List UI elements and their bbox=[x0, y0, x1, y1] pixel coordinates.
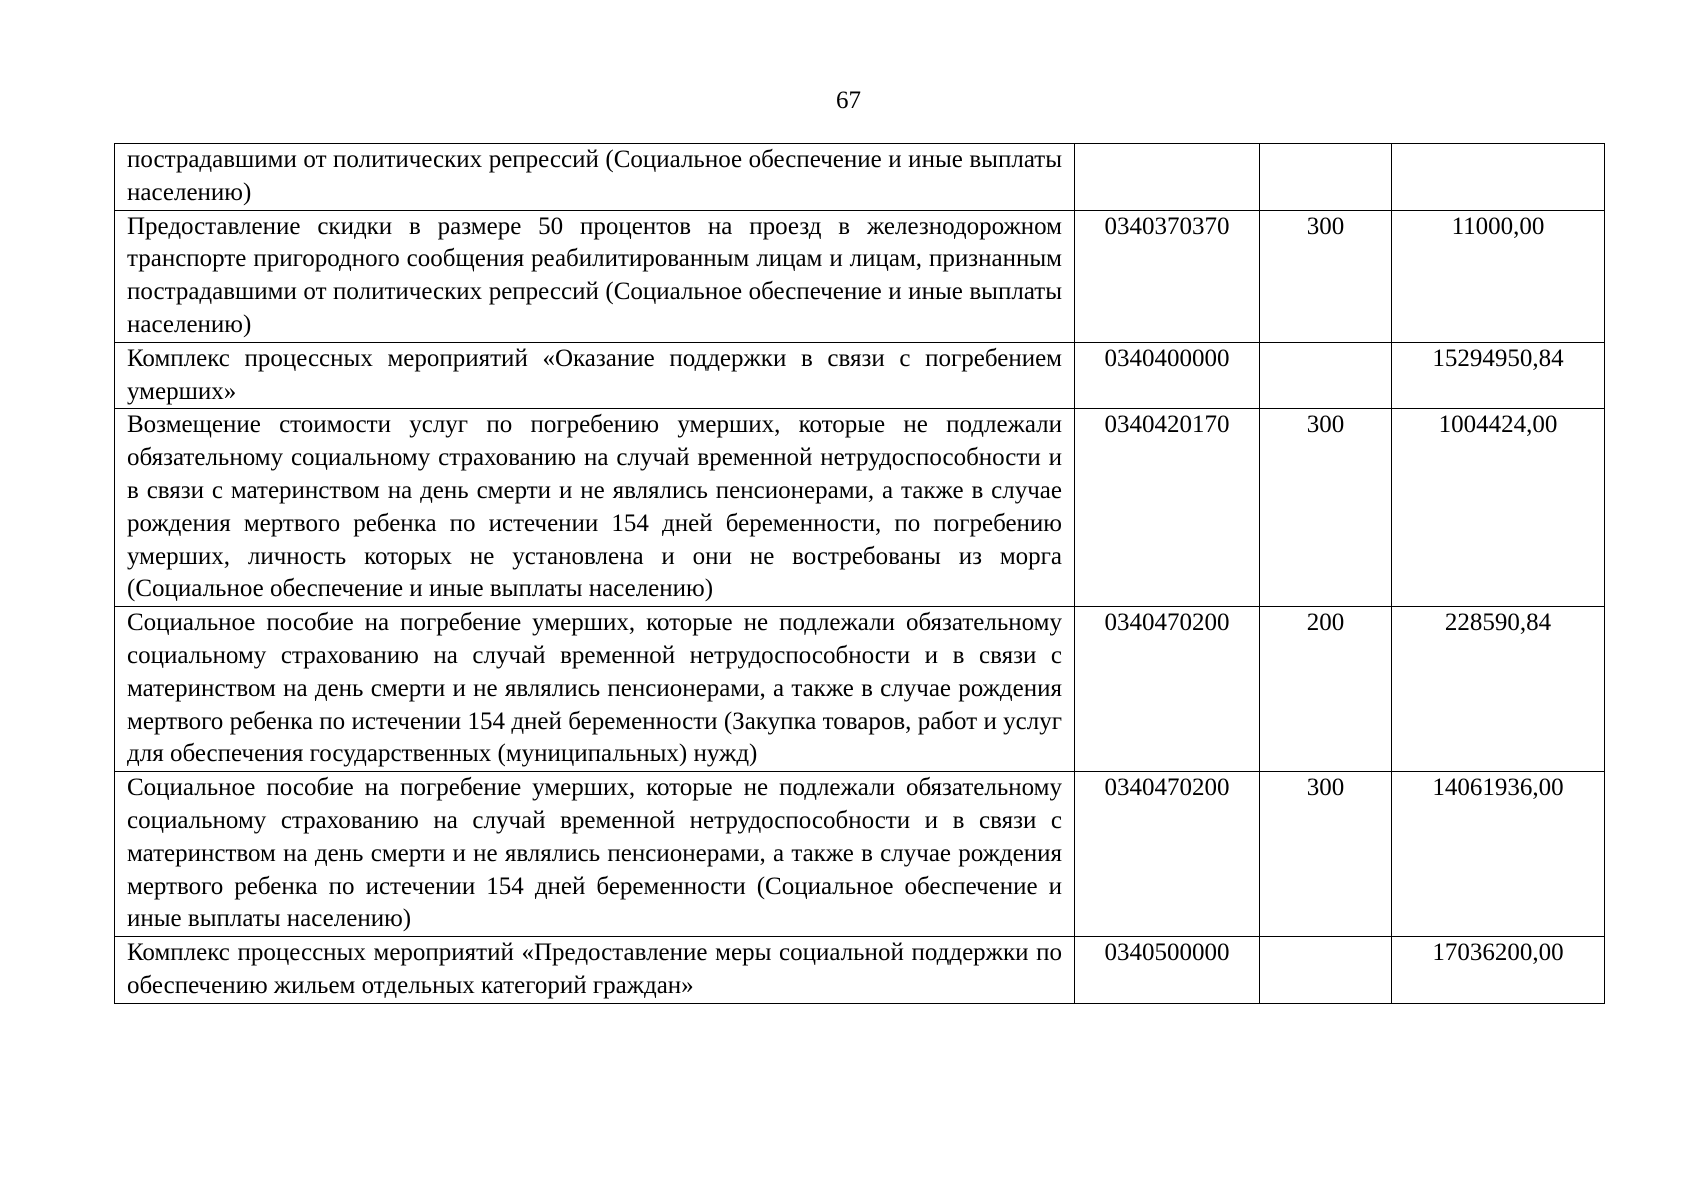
row-amount: 228590,84 bbox=[1392, 607, 1605, 772]
table-row bbox=[115, 144, 1605, 211]
row-code: 0340470200 bbox=[1075, 772, 1260, 937]
row-description: Возмещение стоимости услуг по погребению умерших, которые не подлежали обязательному социальному страхованию на случай временной нетрудоспособности и в связи с материнством на день смерти и не являлись пенсионерами, а также в случае рождения мертвого ребенка по истечении 154 дней беременности, по погребению умерших, личность которых не установлена и они не востребованы из морга (Социальное обеспечение и иные выплаты населению) bbox=[115, 409, 1075, 607]
row-amount: 11000,00 bbox=[1392, 210, 1605, 342]
row-expense-type: 300 bbox=[1260, 210, 1392, 342]
budget-table bbox=[114, 143, 1605, 1004]
row-description: Комплекс процессных мероприятий «Оказание поддержки в связи с погребением умерших» bbox=[115, 342, 1075, 409]
row-code: 0340420170 bbox=[1075, 409, 1260, 607]
row-code bbox=[1075, 144, 1260, 211]
table-row bbox=[115, 937, 1605, 1004]
row-expense-type: 300 bbox=[1260, 409, 1392, 607]
row-description: Комплекс процессных мероприятий «Предоставление меры социальной поддержки по обеспечению жильем отдельных категорий граждан» bbox=[115, 937, 1075, 1004]
row-expense-type: 200 bbox=[1260, 607, 1392, 772]
table-row bbox=[115, 409, 1605, 607]
table-row bbox=[115, 607, 1605, 772]
row-description: пострадавшими от политических репрессий (Социальное обеспечение и иные выплаты населению) bbox=[115, 144, 1075, 211]
row-description: Социальное пособие на погребение умерших, которые не подлежали обязательному социальному страхованию на случай временной нетрудоспособности и в связи с материнством на день смерти и не являлись пенсионерами, а также в случае рождения мертвого ребенка по истечении 154 дней беременности (Закупка товаров, работ и услуг для обеспечения государственных (муниципальных) нужд) bbox=[115, 607, 1075, 772]
row-code: 0340500000 bbox=[1075, 937, 1260, 1004]
row-amount: 17036200,00 bbox=[1392, 937, 1605, 1004]
row-amount: 15294950,84 bbox=[1392, 342, 1605, 409]
row-code: 0340400000 bbox=[1075, 342, 1260, 409]
row-description: Социальное пособие на погребение умерших, которые не подлежали обязательному социальному страхованию на случай временной нетрудоспособности и в связи с материнством на день смерти и не являлись пенсионерами, а также в случае рождения мертвого ребенка по истечении 154 дней беременности (Социальное обеспечение и иные выплаты населению) bbox=[115, 772, 1075, 937]
row-expense-type bbox=[1260, 144, 1392, 211]
row-code: 0340370370 bbox=[1075, 210, 1260, 342]
row-expense-type: 300 bbox=[1260, 772, 1392, 937]
row-amount bbox=[1392, 144, 1605, 211]
table-row bbox=[115, 772, 1605, 937]
row-expense-type bbox=[1260, 937, 1392, 1004]
row-amount: 1004424,00 bbox=[1392, 409, 1605, 607]
row-amount: 14061936,00 bbox=[1392, 772, 1605, 937]
table-row bbox=[115, 210, 1605, 342]
row-expense-type bbox=[1260, 342, 1392, 409]
row-description: Предоставление скидки в размере 50 процентов на проезд в железнодорожном транспорте пригородного сообщения реабилитированным лицам и лицам, признанным пострадавшими от политических репрессий (Социальное обеспечение и иные выплаты населению) bbox=[115, 210, 1075, 342]
page-number: 67 bbox=[836, 87, 861, 114]
table-row bbox=[115, 342, 1605, 409]
row-code: 0340470200 bbox=[1075, 607, 1260, 772]
